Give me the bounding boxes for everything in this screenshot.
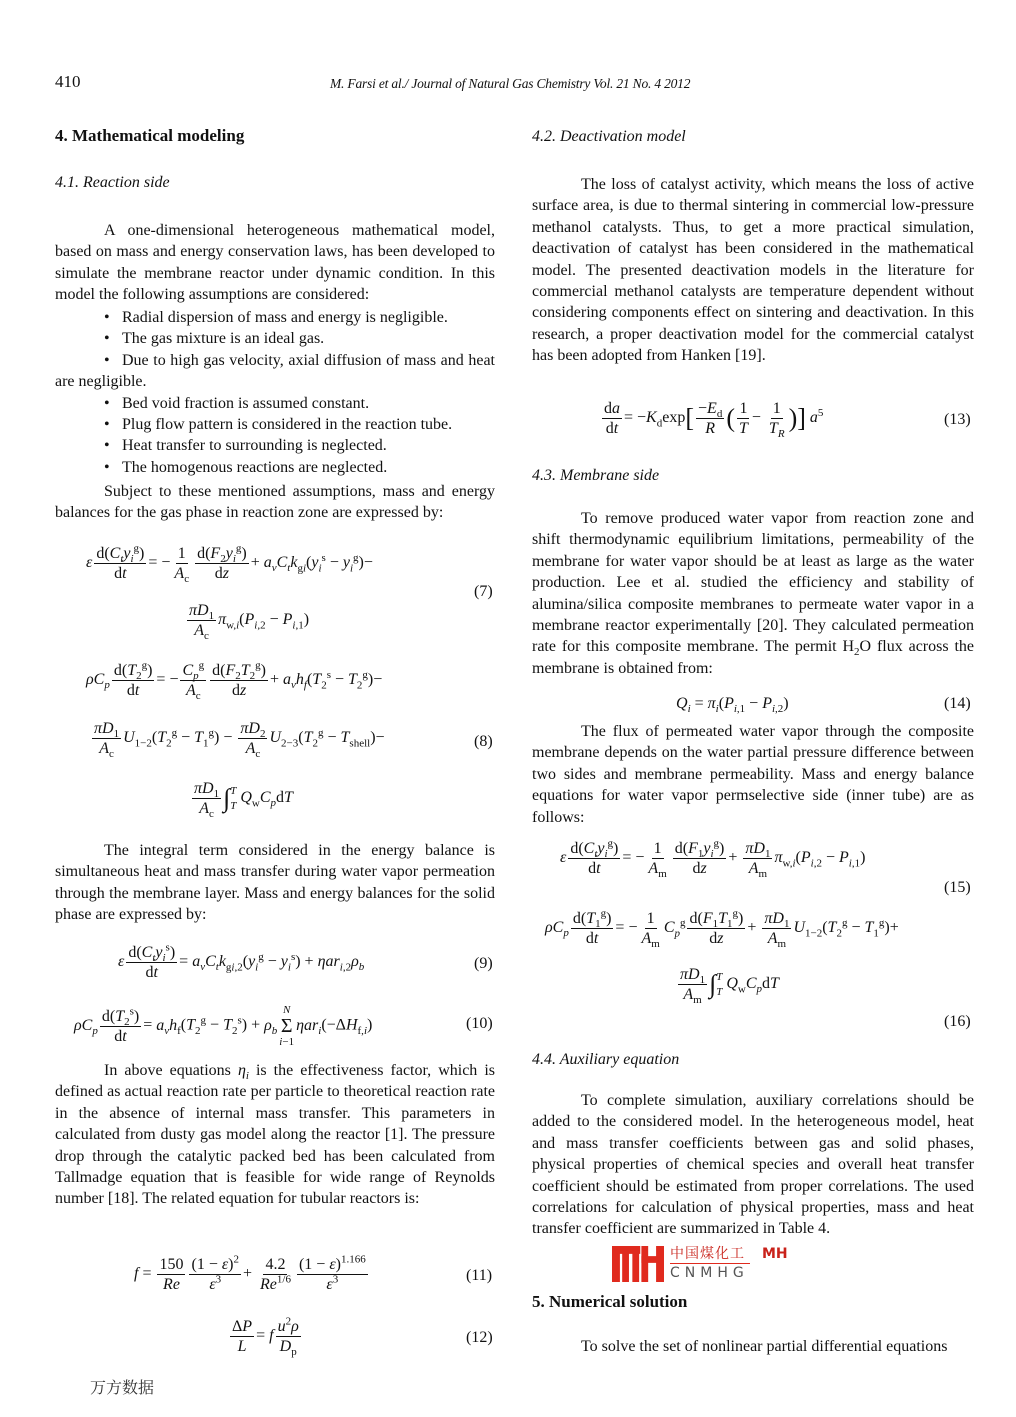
flux-paragraph: The flux of permeated water vapor through the composite membrane depends on the water partial pressure difference between two sides and membrane permeability. Mass and energy balance equations for water vapor permselective side (inner tube) are as follows: [532,723,974,826]
equation-number-8: (8) [474,733,493,750]
running-head: M. Farsi et al./ Journal of Natural Gas Chemistry Vol. 21 No. 4 2012 [330,76,691,91]
equation-9: ε $\frac{d(C_ty_i^s)}{dt}$ = $a_vC_tk_{gi,2}(y_i^g - y_i^s) + \eta ar_{i,2}\rho_b$ [118,941,365,981]
bullet-icon: • [104,309,110,326]
bullet-icon: • [104,394,110,412]
mh-logo-mark-icon [612,1246,664,1282]
page-number: 410 [55,72,81,91]
eta-symbol: η [237,1062,246,1079]
watermark-logo [612,1246,822,1282]
effectiveness-paragraph: In above equations $\eta_i$ is the effectiveness factor, which is defined as actual reaction rate per particle to theoretical reaction rate in the absence of internal mass transfer. This parameters in calculated from dusty gas model along the reactor [1]. The pressure drop through the catalytic packed bed has been calculated from Tallmadge equation that is feasible for wide range of Reynolds number [18]. The related equation for tubular reactors is: [55,1062,496,1208]
bracket-close-icon: ] [797,403,806,433]
equation-number-13: (13) [944,411,971,428]
equation-16-line-1: $\rho C_p$ $\frac{d(T_1^g)}{dt}$ = − $\frac{1}{A_m}$ $C_p^g$ $\frac{d(F_1T_1^g)}{dz}$ + $\frac{\pi D_1}{A_m}$ $U_{1-2}(T_2^g - T_1^g)+$ [545,907,899,951]
bullet-icon: • [104,351,110,369]
subsection-membrane-side: 4.3. Membrane side [532,467,660,484]
intro-paragraph: A one-dimensional heterogeneous mathematical model, based on mass and energy conservation laws, has been developed to simulate the membrane reactor under dynamic condition. In this model the following assumptions are considered: [55,222,495,304]
equation-number-9: (9) [474,955,493,972]
equation-13: $\frac{da}{dt}$ = $-K_d\exp$[ $\frac{-E_d}{R}$ ( $\frac{1}{T}$ − $\frac{1}{T_R}$ )] $a^5$ [604,400,824,441]
paren-open-icon: ( [726,403,735,433]
numerical-paragraph: To solve the set of nonlinear partial differential equations [581,1338,948,1355]
watermark-divider [670,1263,750,1264]
auxiliary-paragraph: To complete simulation, auxiliary correlations should be added to the considered model. In the heterogeneous model, heat and mass transfer coefficients between gas and solid phases, physical properties of chemical species and overall heat transfer coefficient should be estimated from proper correlations. The used correlations for calculation of physical properties, mass and heat transfer coefficient are summarized in Table 4. [532,1092,974,1238]
assumption-item: • The gas mixture is an ideal gas. [55,328,495,349]
integral-icon: ∫ [709,969,717,999]
subsection-deactivation-model: 4.2. Deactivation model [532,128,686,145]
equation-number-12: (12) [466,1329,493,1346]
assumption-item: • The homogenous reactions are neglected. [55,457,495,478]
subsection-reaction-side: 4.1. Reaction side [55,174,170,191]
equation-16-line-2: $\frac{\pi D_1}{A_m}$ ∫ T T $Q_wC_pdT$ [680,966,779,1007]
bullet-icon: • [104,437,110,455]
equation-12: $\frac{\Delta P}{L}$ = f $\frac{u^2\rho}{D_p}$ [232,1315,299,1359]
deactivation-paragraph: The loss of catalyst activity, which means the loss of active surface area, is due to thermal sintering in commercial low-pressure methanol catalysts. Thus, to get a more practical simulation, deactivation of catalyst has been considered in the mathematical model. The presented deactivation models in the literature for commercial methanol catalysts are temperature dependent without considering components effect on sintering and deactivation. In this research, a proper deactivation model for the commercial catalyst has been adopted from Hanken [19]. [532,176,974,365]
equation-8-line-3: $\frac{\pi D_1}{A_c}$ ∫ T T $Q_wC_pdT$ [194,780,293,821]
equation-8-line-1: $\rho C_p$ $\frac{d(T_2^g)}{dt}$ = − $\frac{C_p^g}{A_c}$ $\frac{d(F_2T_2^g)}{dz}$ + $a_vh_f(T_2^s - T_2^g)-$ [86,659,383,703]
equation-number-16: (16) [944,1013,971,1030]
equation-8-line-2: $\frac{\pi D_1}{A_c}$ $U_{1-2}(T_2^g - T_1^g)$ − $\frac{\pi D_2}{A_c}$ $U_{2-3}(T_2^g - T_{shell})-$ [94,720,385,761]
source-mark: 万方数据 [90,1378,155,1397]
equation-7-line-1: ε $\frac{d(C_ty_i^g)}{dt}$ = − $\frac{1}{A_c}$ $\frac{d(F_2y_i^g)}{dz}$ + $a_vC_tk_{gi}(y_i^s - y_i^g)-$ [86,542,373,586]
equation-15: ε $\frac{d(C_ty_i^g)}{dt}$ = − $\frac{1}{A_m}$ $\frac{d(F_1y_i^g)}{dz}$ + $\frac{\pi D_1}{A_m}$ $\pi_{w,i}(P_{i,2} - P_{i,1})$ [560,837,866,881]
subsection-auxiliary-equation: 4.4. Auxiliary equation [532,1051,680,1068]
assumption-item: • Plug flow pattern is considered in the reaction tube. [55,414,495,435]
bullet-icon: • [104,458,110,476]
assumptions-list [55,307,495,478]
equation-number-15: (15) [944,879,971,896]
section-title-mathematical-modeling: 4. Mathematical modeling [55,126,245,145]
bullet-icon: • [104,416,110,434]
bracket-open-icon: [ [685,403,694,433]
equation-number-7: (7) [474,583,493,600]
gas-phase-paragraph: Subject to these mentioned assumptions, mass and energy balances for the gas phase in reaction zone are expressed by: [55,483,495,522]
membrane-paragraph: To remove produced water vapor from reaction zone and shift thermodynamic equilibrium limitations, permeability of the membrane for water vapor should be at least as large as the water production. Lee et al. studied the efficiency and stability of alumina/silica composite membranes to permeate water vapor in a membrane reactor experimentally [20]. They calculated permeation rate for this composite membrane. The permit $H_2O$ flux across the membrane is obtained from: [532,510,974,677]
section-title-numerical-solution: 5. Numerical solution [532,1292,688,1311]
integral-paragraph: The integral term considered in the energy balance is simultaneous heat and mass transfer during water vapor permeation through the membrane layer. Mass and energy balances for the solid phase are expressed by: [55,842,495,924]
assumption-item: • Heat transfer to surrounding is neglected. [55,435,495,456]
watermark-chinese-name: 中国煤化工 [670,1246,745,1262]
bullet-icon: • [104,330,110,348]
equation-7-line-2: $\frac{\pi D_1}{A_c}$ $\pi_{w,i}(P_{i,2} - P_{i,1})$ [189,602,310,643]
equation-10: $\rho C_p$ $\frac{d(T_2^s)}{dt}$ = $a_vh_f(T_2^g - T_2^s) + \rho_b$ N Σ i−1 $\eta ar_i(-\Delta H_{f,i})$ [74,1004,373,1048]
equation-number-11: (11) [466,1267,493,1284]
equation-number-14: (14) [944,695,971,712]
summation-icon: Σ [280,1015,293,1037]
integral-icon: ∫ [223,783,231,813]
watermark-logo-letters: MH [762,1246,788,1262]
equation-number-10: (10) [466,1015,493,1032]
assumption-item: • Due to high gas velocity, axial diffusion of mass and heat are negligible. [55,351,495,391]
paren-close-icon: ) [788,403,798,433]
assumption-item: • Bed void fraction is assumed constant. [55,393,495,414]
equation-11: f = $\frac{150}{Re}$ $\frac{(1 - \varepsilon)^2}{\varepsilon^3}$ + $\frac{4.2}{Re^{1/6}}$ $\frac{(1 - \varepsilon)^{1.166}}{\varepsilon^3}$ [134,1253,366,1293]
equation-14: $Q_i = \pi_i(P_{i,1} - P_{i,2})$ [676,695,789,716]
assumption-item: • Radial dispersion of mass and energy is negligible. [55,307,495,328]
watermark-latin-name: CNMHG [670,1265,749,1281]
